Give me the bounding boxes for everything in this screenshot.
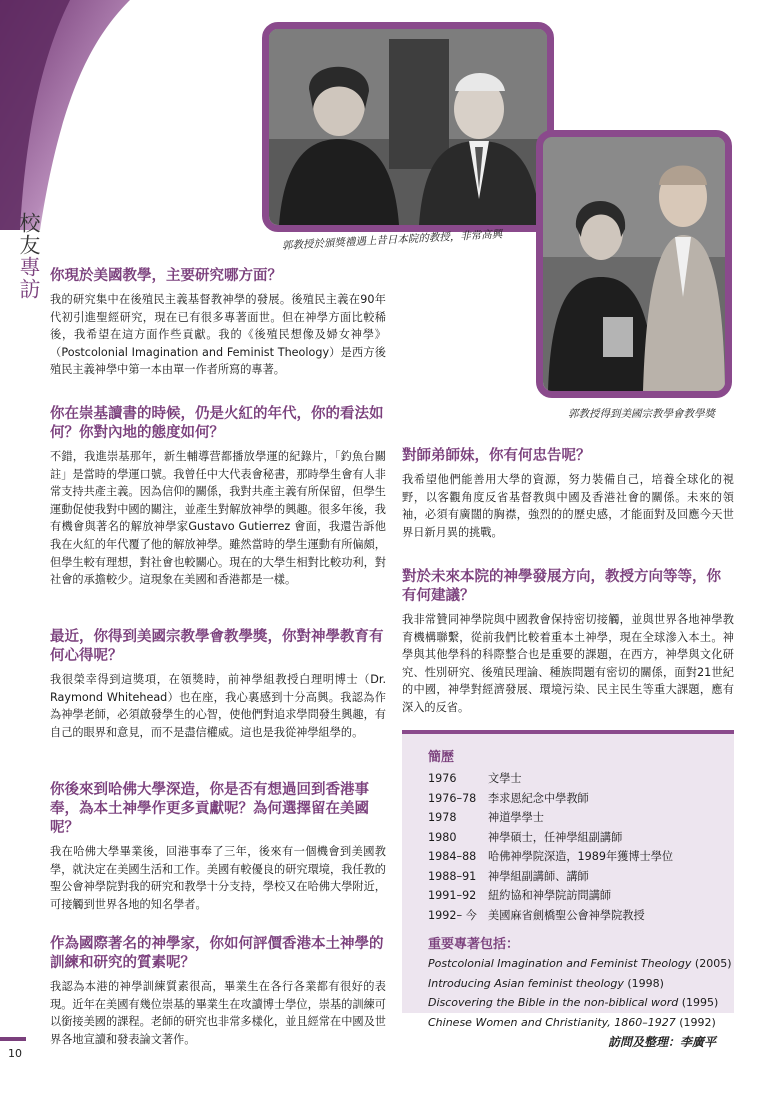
work-item [428, 954, 734, 974]
page-number: 10 [8, 1047, 22, 1060]
work-item [428, 974, 734, 994]
work-year: (1995) [678, 996, 719, 1009]
answer-paragraph: 我的研究集中在後殖民主義基督教神學的發展。後殖民主義在90年代初引進聖經研究，現在已有很多專著面世。但在神學方面比較稀後，我希望在這方面作些貢獻。我的《後殖民想像及婦女神學》（Postcolonial Imagination and Feminist Theology）是西方後殖民主義神學中第一本由單一作者所寫的專著。 [50, 293, 386, 377]
bio-row [428, 886, 734, 906]
question-heading: 你在崇基讀書的時候，仍是火紅的年代，你的看法如何？你對內地的態度如何？ [50, 405, 384, 441]
photo-award-ceremony [262, 22, 554, 232]
bio-year: 1992– 今 [428, 908, 477, 922]
bio-text: 神學碩士，任神學組副講師 [488, 830, 623, 844]
question-heading: 你現於美國教學，主要研究哪方面？ [50, 267, 282, 284]
section-label [16, 212, 40, 300]
corner-decoration [0, 0, 210, 230]
qa-block-teaching-award [50, 627, 386, 741]
question-heading: 對於未來本院的神學發展方向，教授方向等等，你有何建議？ [402, 568, 721, 604]
work-year: (1992) [675, 1015, 716, 1029]
qa-block-chungchi-era [50, 404, 386, 589]
qa-block-local-theology [50, 934, 386, 1048]
answer-paragraph: 我認為本港的神學訓練質素很高，畢業生在各行各業都有很好的表現。近年在美國有幾位崇基的畢業生在攻讀博士學位，崇基的訓練可以銜接美國的課程。老師的研究也非常多樣化，並且經常在中國及世界各地宣讀和發表論文著作。 [50, 980, 386, 1046]
question-heading: 你後來到哈佛大學深造，你是否有想過回到香港事奉，為本土神學作更多貢獻呢？為何選擇留在美國呢？ [50, 781, 369, 836]
work-year: (2005) [691, 957, 732, 970]
work-item [428, 993, 734, 1013]
works-list [428, 954, 734, 1032]
interview-credit: 訪問及整理：李廣平 [608, 1035, 717, 1049]
bio-year: 1980 [428, 830, 457, 844]
bio-text: 李求恩紀念中學教師 [488, 791, 589, 805]
work-title: Discovering the Bible in the non-biblical word [428, 996, 679, 1009]
works-title: 重要專著包括： [428, 937, 520, 952]
question-heading: 最近，你得到美國宗教學會教學獎，你對神學教育有何心得呢？ [50, 628, 384, 664]
bio-row [428, 769, 734, 789]
work-title: Introducing Asian feminist theology [428, 976, 624, 990]
bio-year: 1976–78 [428, 791, 477, 805]
answer-paragraph: 我非常贊同神學院與中國教會保持密切接觸，並與世界各地神學教育機構聯繫，從前我們比較着重本土神學，現在全球滲入本土。神學與其他學科的科際整合也是重要的課題，在西方，神學與文化研究、性別研究、後殖民理論、種族問題有密切的關係，面對21世紀的中國，神學對經濟發展、環境污染、民主民生等重大課題，應有深入的反省。 [402, 613, 734, 714]
qa-block-advice [402, 446, 734, 541]
bio-text: 哈佛神學院深造，1989年獲博士學位 [488, 850, 674, 863]
work-year: (1998) [623, 976, 664, 990]
bio-text: 神道學學士 [488, 811, 544, 824]
question-heading: 對師弟師妹，你有何忠告呢？ [402, 447, 591, 464]
work-item [428, 1013, 734, 1033]
bio-row [428, 906, 734, 926]
bio-row [428, 789, 734, 809]
bio-year: 1988–91 [428, 869, 477, 883]
qa-block-research [50, 266, 386, 379]
bio-row [428, 867, 734, 887]
qa-block-harvard [50, 780, 386, 913]
page-number-bar [0, 1037, 26, 1041]
bio-list [428, 769, 734, 925]
bio-text: 神學組副講師、講師 [488, 869, 589, 883]
section-label-part1: 校友 [17, 212, 41, 256]
answer-paragraph: 我希望他們能善用大學的資源，努力裝備自己，培養全球化的視野，以客觀角度反省基督教與中國及香港社會的關係。未來的領袖，必須有廣闊的胸襟，強烈的的歷史感，才能面對及回應今天世界日新月異的挑戰。 [402, 473, 734, 539]
bio-year: 1984–88 [428, 850, 477, 863]
bio-row [428, 828, 734, 848]
answer-paragraph: 我在哈佛大學畢業後，回港事奉了三年，後來有一個機會到美國教學，就決定在美國生活和工作。美國有較優良的研究環境，我任教的聖公會神學院對我的研究和教學十分支持，學校又在哈佛大學附近，可接觸到世界各地的知名學者。 [50, 845, 386, 911]
bio-year: 1978 [428, 811, 457, 824]
photo-award-holding [536, 130, 732, 398]
qa-block-future-direction [402, 567, 734, 717]
bio-year: 1976 [428, 772, 457, 785]
answer-paragraph: 不錯，我進崇基那年，新生輔導营都播放學運的紀錄片，「釣魚台關註」是當時的學運口號。我曾任中大代表會秘書，那時學生會有人非常支持共產主義。因為信仰的關係，我對共產主義有所保留，但學生運動促使我對中國的關注，並產生對解放神學的興趣。很多年後，我有機會與著名的解放神學家Gustavo Gutierrez 會面，我還告訴他我在火紅的年代覆了他的解放神學。雖然當時的學生運動有所偏頗，但學生較有理想，對社會也較關心。現在的大學生相對比較功利，對社會的承擔較少。這現象在美國和香港都是一樣。 [50, 450, 386, 587]
section-label-part2: 專訪 [17, 256, 41, 300]
bio-row [428, 847, 734, 867]
bio-text: 紐約協和神學院訪問講師 [488, 889, 612, 902]
bio-year: 1991–92 [428, 889, 477, 902]
bio-title: 簡歷 [428, 750, 455, 765]
bio-text: 美國麻省劍橋聖公會神學院教授 [488, 908, 645, 922]
photo2-caption: 郭教授得到美國宗教學會教學獎 [568, 408, 715, 420]
biography-box [402, 730, 734, 1029]
work-title: Postcolonial Imagination and Feminist Theology [428, 957, 692, 970]
work-title: Chinese Women and Christianity, 1860–1927 [428, 1015, 676, 1029]
question-heading: 作為國際著名的神學家，你如何評價香港本土神學的訓練和研究的質素呢？ [50, 935, 384, 971]
bio-text: 文學士 [488, 772, 522, 785]
photo1-caption: 郭教授於頒獎禮遇上昔日本院的教授，非常高興 [281, 228, 503, 252]
bio-row [428, 808, 734, 828]
answer-paragraph: 我很榮幸得到這獎項，在領獎時，前神學組教授白理明博士（Dr. Raymond Whitehead）也在座，我心裏感到十分高興。我認為作為神學老師，必須啟發學生的心智，使他們對追求學問發生興趣，有自己的眼界和意見，而不是盡信權威。這也是我從神學組學的。 [50, 673, 386, 739]
